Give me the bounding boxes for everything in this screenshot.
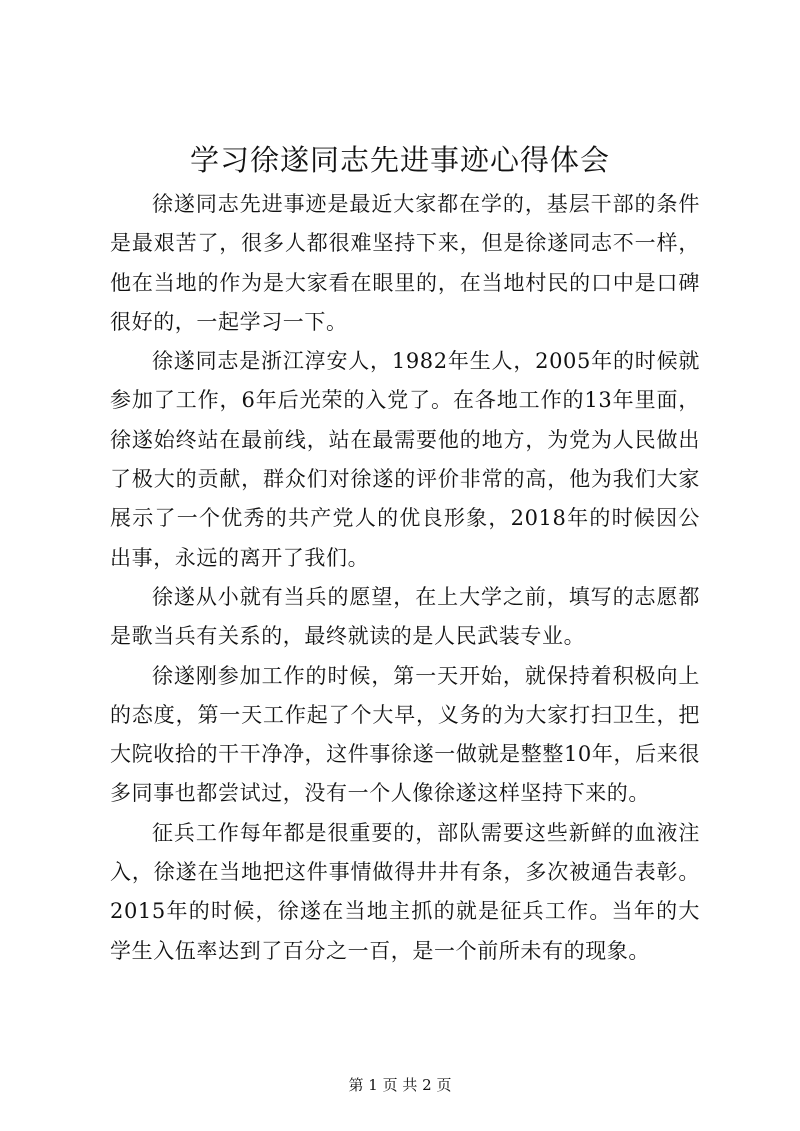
paragraph-5: 征兵工作每年都是很重要的，部队需要这些新鲜的血液注入，徐遂在当地把这件事情做得井井有条，多次被通告表彰。2015年的时候，徐遂在当地主抓的就是征兵工作。当年的大学生入伍率达到了百分之一百，是一个前所未有的现象。 (110, 820, 700, 963)
document-body (110, 185, 700, 971)
paragraph-4: 徐遂刚参加工作的时候，第一天开始，就保持着积极向上的态度，第一天工作起了个大早，义务的为大家打扫卫生，把大院收拾的干干净净，这件事徐遂一做就是整整10年，后来很多同事也都尝试过，没有一个人像徐遂这样坚持下来的。 (110, 663, 700, 806)
paragraph-2: 徐遂同志是浙江淳安人，1982年生人，2005年的时候就参加了工作，6年后光荣的入党了。在各地工作的13年里面，徐遂始终站在最前线，站在最需要他的地方，为党为人民做出了极大的贡献，群众们对徐遂的评价非常的高，他为我们大家展示了一个优秀的共产党人的优良形象，2018年的时候因公出事，永远的离开了我们。 (110, 349, 700, 570)
paragraph-1: 徐遂同志先进事迹是最近大家都在学的，基层干部的条件是最艰苦了，很多人都很难坚持下来，但是徐遂同志不一样，他在当地的作为是大家看在眼里的，在当地村民的口中是口碑很好的，一起学习一下。 (110, 192, 700, 334)
page-number-footer: 第 1 页 共 2 页 (348, 1076, 452, 1094)
paragraph-3: 徐遂从小就有当兵的愿望，在上大学之前，填写的志愿都是歌当兵有关系的，最终就读的是人民武装专业。 (110, 584, 700, 649)
document-title: 学习徐遂同志先进事迹心得体会 (189, 143, 610, 177)
